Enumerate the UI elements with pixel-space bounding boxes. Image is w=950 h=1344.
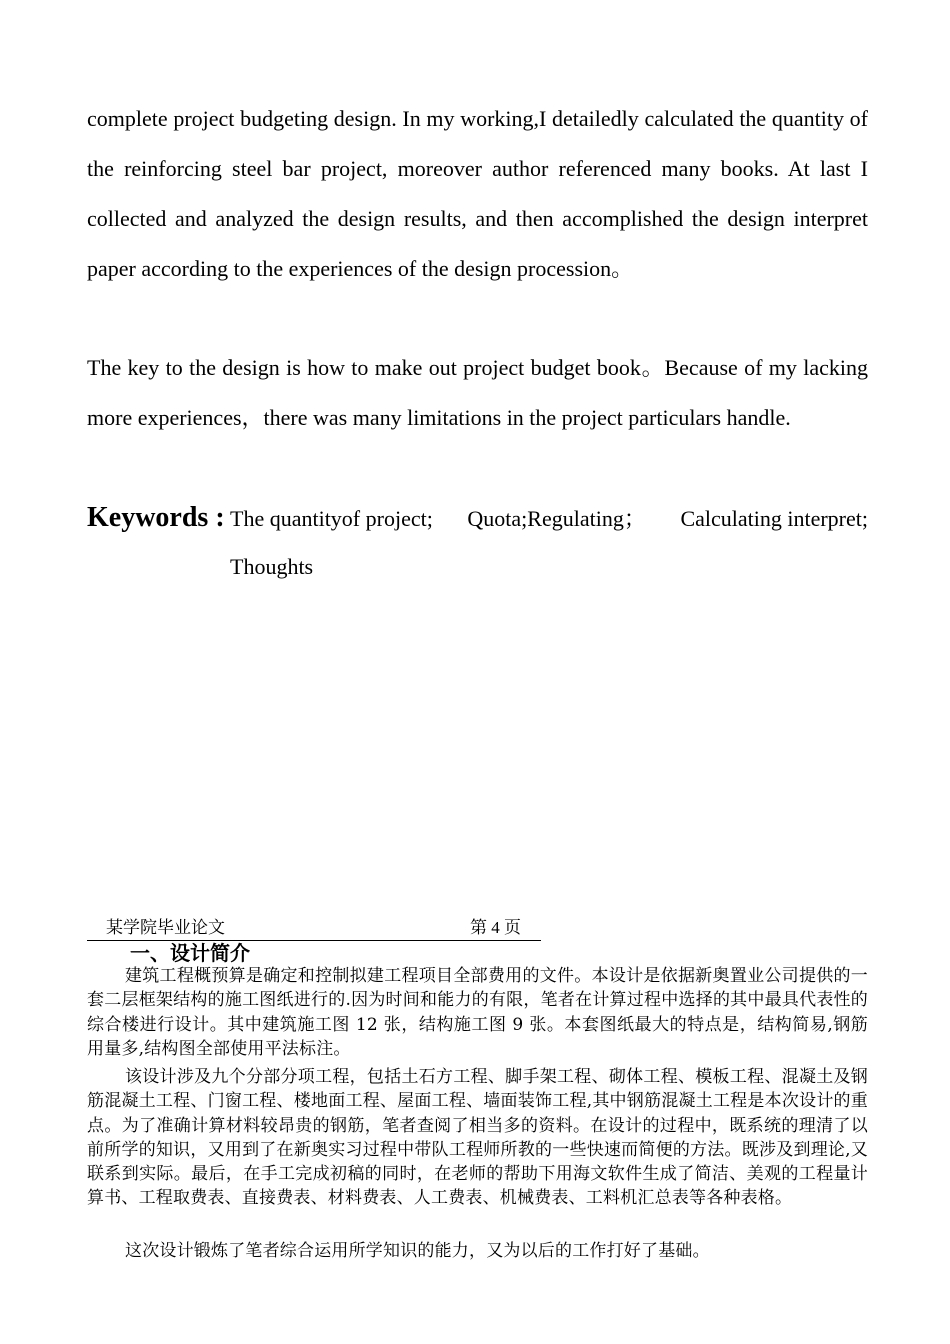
section-paragraph-3: 这次设计锻炼了笔者综合运用所学知识的能力，又为以后的工作打好了基础。 [125, 1241, 710, 1261]
keyword-item: Thoughts [230, 554, 314, 579]
abstract-paragraph-2: The key to the design is how to make out project budget book。Because of my lacking more experiences，there was many limitations in the project particulars handle. [87, 355, 868, 430]
footer-school: 某学院毕业论文 [106, 918, 225, 937]
section-paragraph-2: 该设计涉及九个分部分项工程，包括土石方工程、脚手架工程、砌体工程、模板工程、混凝土及钢筋混凝土工程、门窗工程、楼地面工程、屋面工程、墙面装饰工程,其中钢筋混凝土工程是本次设计的重点。为了准确计算材料较昂贵的钢筋，笔者查阅了相当多的资料。在设计的过程中，既系统的理清了以前所学的知识，又用到了在新奥实习过程中带队工程师所教的一些快速而简便的方法。既涉及到理论,又联系到实际。最后，在手工完成初稿的同时，在老师的帮助下用海文软件生成了简洁、美观的工程量计算书、工程取费表、直接费表、材料费表、人工费表、机械费表、工料机汇总表等各种表格。 [87, 1067, 868, 1209]
keyword-item: Quota;Regulating； [467, 506, 646, 531]
keywords-block [87, 494, 868, 591]
keywords-label: Keywords : [87, 502, 225, 533]
keyword-item: The quantityof project; [230, 506, 433, 531]
keyword-item: Calculating interpret; [680, 506, 868, 531]
section-paragraph-1: 建筑工程概预算是确定和控制拟建工程项目全部费用的文件。本设计是依据新奥置业公司提供的一套二层框架结构的施工图纸进行的.因为时间和能力的有限，笔者在计算过程中选择的其中最具代表性的综合楼进行设计。其中建筑施工图 12 张，结构施工图 9 张。本套图纸最大的特点是，结构简易,钢筋用量多,结构图全部使用平法标注。 [87, 966, 868, 1059]
section-title: 一、设计简介 [130, 941, 250, 965]
abstract-paragraph-1: complete project budgeting design. In my working,I detailedly calculated the quantity of the reinforcing steel bar project, moreover author referenced many books. At last I collected and analyzed the design results, and then accomplished the design interpret paper according to the experiences of the design procession。 [87, 106, 868, 281]
page-footer [87, 916, 541, 941]
footer-page-number: 第 4 页 [470, 918, 521, 937]
